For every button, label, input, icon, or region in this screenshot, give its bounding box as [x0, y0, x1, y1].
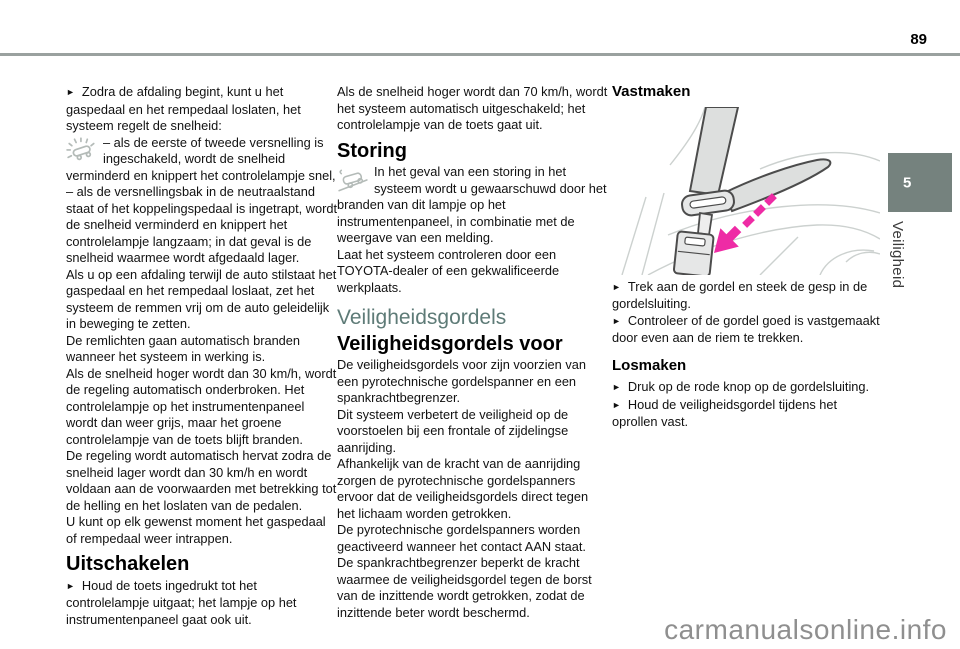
body-paragraph: Als u op een afdaling terwijl de auto stilstaat het gaspedaal en het rempedaal loslaat, zet het systeem de remmen vrij om de auto geleidelijk in beweging te zetten. — [66, 266, 337, 331]
paragraph-text: Druk op de rode knop op de gordelsluiting. — [627, 379, 870, 394]
paragraph-text: Houd de veiligheidsgordel tijdens het oprollen vast. — [612, 396, 838, 429]
body-paragraph: De veiligheidsgordels voor zijn voorzien van een pyrotechnische gordelspanner en een spankrachtbegrenzer. — [337, 357, 586, 405]
body-paragraph: De regeling wordt automatisch hervat zodra de snelheid lager wordt dan 30 km/h en wordt voldaan aan de voorwaarden met betrekking tot de helling en het loslaten van de pedalen. — [66, 448, 337, 513]
body-paragraph: – als de versnellingsbak in de neutraalstand staat of het koppelingspedaal is ingetrapt, wordt de snelheid verminderd en knippert het controlelampje langzaam; in dat geval is de snelheid waarmee wordt afgedaald lager. — [66, 184, 338, 265]
bullet-arrow-icon: ► — [66, 87, 75, 97]
body-paragraph — [612, 379, 884, 397]
chapter-number: 5 — [903, 174, 912, 191]
column-1 — [66, 84, 338, 628]
belt-ribbon — [724, 159, 830, 211]
heading-vastmaken: Vastmaken — [612, 83, 691, 100]
body-paragraph: Als de snelheid hoger wordt dan 30 km/h, wordt de regeling automatisch onderbroken. Het controlelampje op het instrumentenpaneel wordt dan weer grijs, maar het groene controlelampje van de toets blijft branden. — [66, 365, 337, 447]
column-3 — [612, 84, 884, 431]
chapter-label: Veiligheid — [889, 221, 906, 289]
column-2 — [337, 84, 609, 621]
body-paragraph: De spankrachtbegrenzer beperkt de kracht waarmee de veiligheidsgordel tegen de borst van de inzittende wordt getrokken, zodat de inzittende beter wordt beschermd. — [337, 555, 592, 620]
heading-storing: Storing — [337, 139, 407, 162]
body-paragraph — [612, 313, 884, 347]
body-paragraph: De pyrotechnische gordelspanners worden geactiveerd wanneer het contact AAN staat. — [337, 522, 586, 554]
belt-loop — [681, 189, 735, 216]
watermark-text: carmanualsonline.info — [664, 614, 947, 645]
body-paragraph — [66, 135, 338, 185]
body-paragraph: De remlichten gaan automatisch branden wanneer het systeem in werking is. — [66, 332, 301, 364]
bullet-arrow-icon: ► — [612, 382, 621, 392]
body-paragraph: Afhankelijk van de kracht van de aanrijding zorgen de pyrotechnische gordelspanners ervoor dat de veiligheidsgordels direct tegen het lichaam worden getrokken. — [337, 456, 589, 521]
heading-uitschakelen: Uitschakelen — [66, 553, 190, 575]
seatbelt-figure — [612, 107, 880, 275]
body-paragraph — [66, 84, 338, 135]
paragraph-text: – als de eerste of tweede versnelling is ingeschakeld, wordt de snelheid verminderd en knippert het controlelampje snel, — [66, 134, 336, 183]
heading-veiligheidsgordels-voor: Veiligheidsgordels voor — [337, 332, 563, 355]
body-paragraph — [337, 164, 609, 247]
body-paragraph: Als de snelheid hoger wordt dan 70 km/h, wordt het systeem automatisch uitgeschakeld; het controlelampje van de toets gaat uit. — [337, 84, 608, 132]
hill-descent-blinking-icon — [66, 137, 98, 165]
paragraph-text: Controleer of de gordel goed is vastgemaakt door even aan de riem te trekken. — [612, 312, 880, 345]
body-paragraph: U kunt op elk gewenst moment het gaspedaal of rempedaal weer intrappen. — [66, 514, 326, 546]
body-paragraph — [612, 279, 884, 313]
body-paragraph: Laat het systeem controleren door een TOYOTA-dealer of een gekwalificeerde werkplaats. — [337, 246, 560, 295]
paragraph-text: Zodra de afdaling begint, kunt u het gaspedaal en het rempedaal loslaten, het systeem regelt de snelheid: — [66, 84, 301, 133]
section-heading-veiligheidsgordels: Veiligheidsgordels — [337, 306, 507, 329]
chapter-tab — [888, 153, 952, 212]
seatbelt-buckle-illustration — [612, 107, 880, 275]
header-rule — [0, 53, 960, 56]
paragraph-text: Trek aan de gordel en steek de gesp in de gordelsluiting. — [612, 278, 868, 311]
body-paragraph — [66, 578, 338, 629]
body-paragraph — [612, 397, 884, 431]
body-paragraph: Dit systeem verbetert de veiligheid op de voorstoelen bij een frontale of zijdelingse aanrijding. — [337, 406, 569, 455]
bullet-arrow-icon: ► — [612, 399, 621, 410]
paragraph-text: Houd de toets ingedrukt tot het controlelampje uitgaat; het lampje op het instrumentenpaneel gaat ook uit. — [66, 577, 297, 627]
heading-losmaken: Losmaken — [612, 356, 687, 374]
belt-strap — [690, 107, 738, 195]
bullet-arrow-icon: ► — [66, 580, 75, 591]
belt-tongue — [698, 213, 712, 235]
belt-buckle — [674, 231, 714, 275]
hill-descent-fault-icon — [337, 166, 369, 194]
bullet-arrow-icon: ► — [612, 315, 621, 326]
paragraph-text: In het geval van een storing in het systeem wordt u gewaarschuwd door het branden van dit lampje op het instrumentenpaneel, in combinatie met de weergave van een melding. — [337, 164, 607, 245]
page-number: 89 — [910, 31, 927, 48]
bullet-arrow-icon: ► — [612, 281, 621, 292]
